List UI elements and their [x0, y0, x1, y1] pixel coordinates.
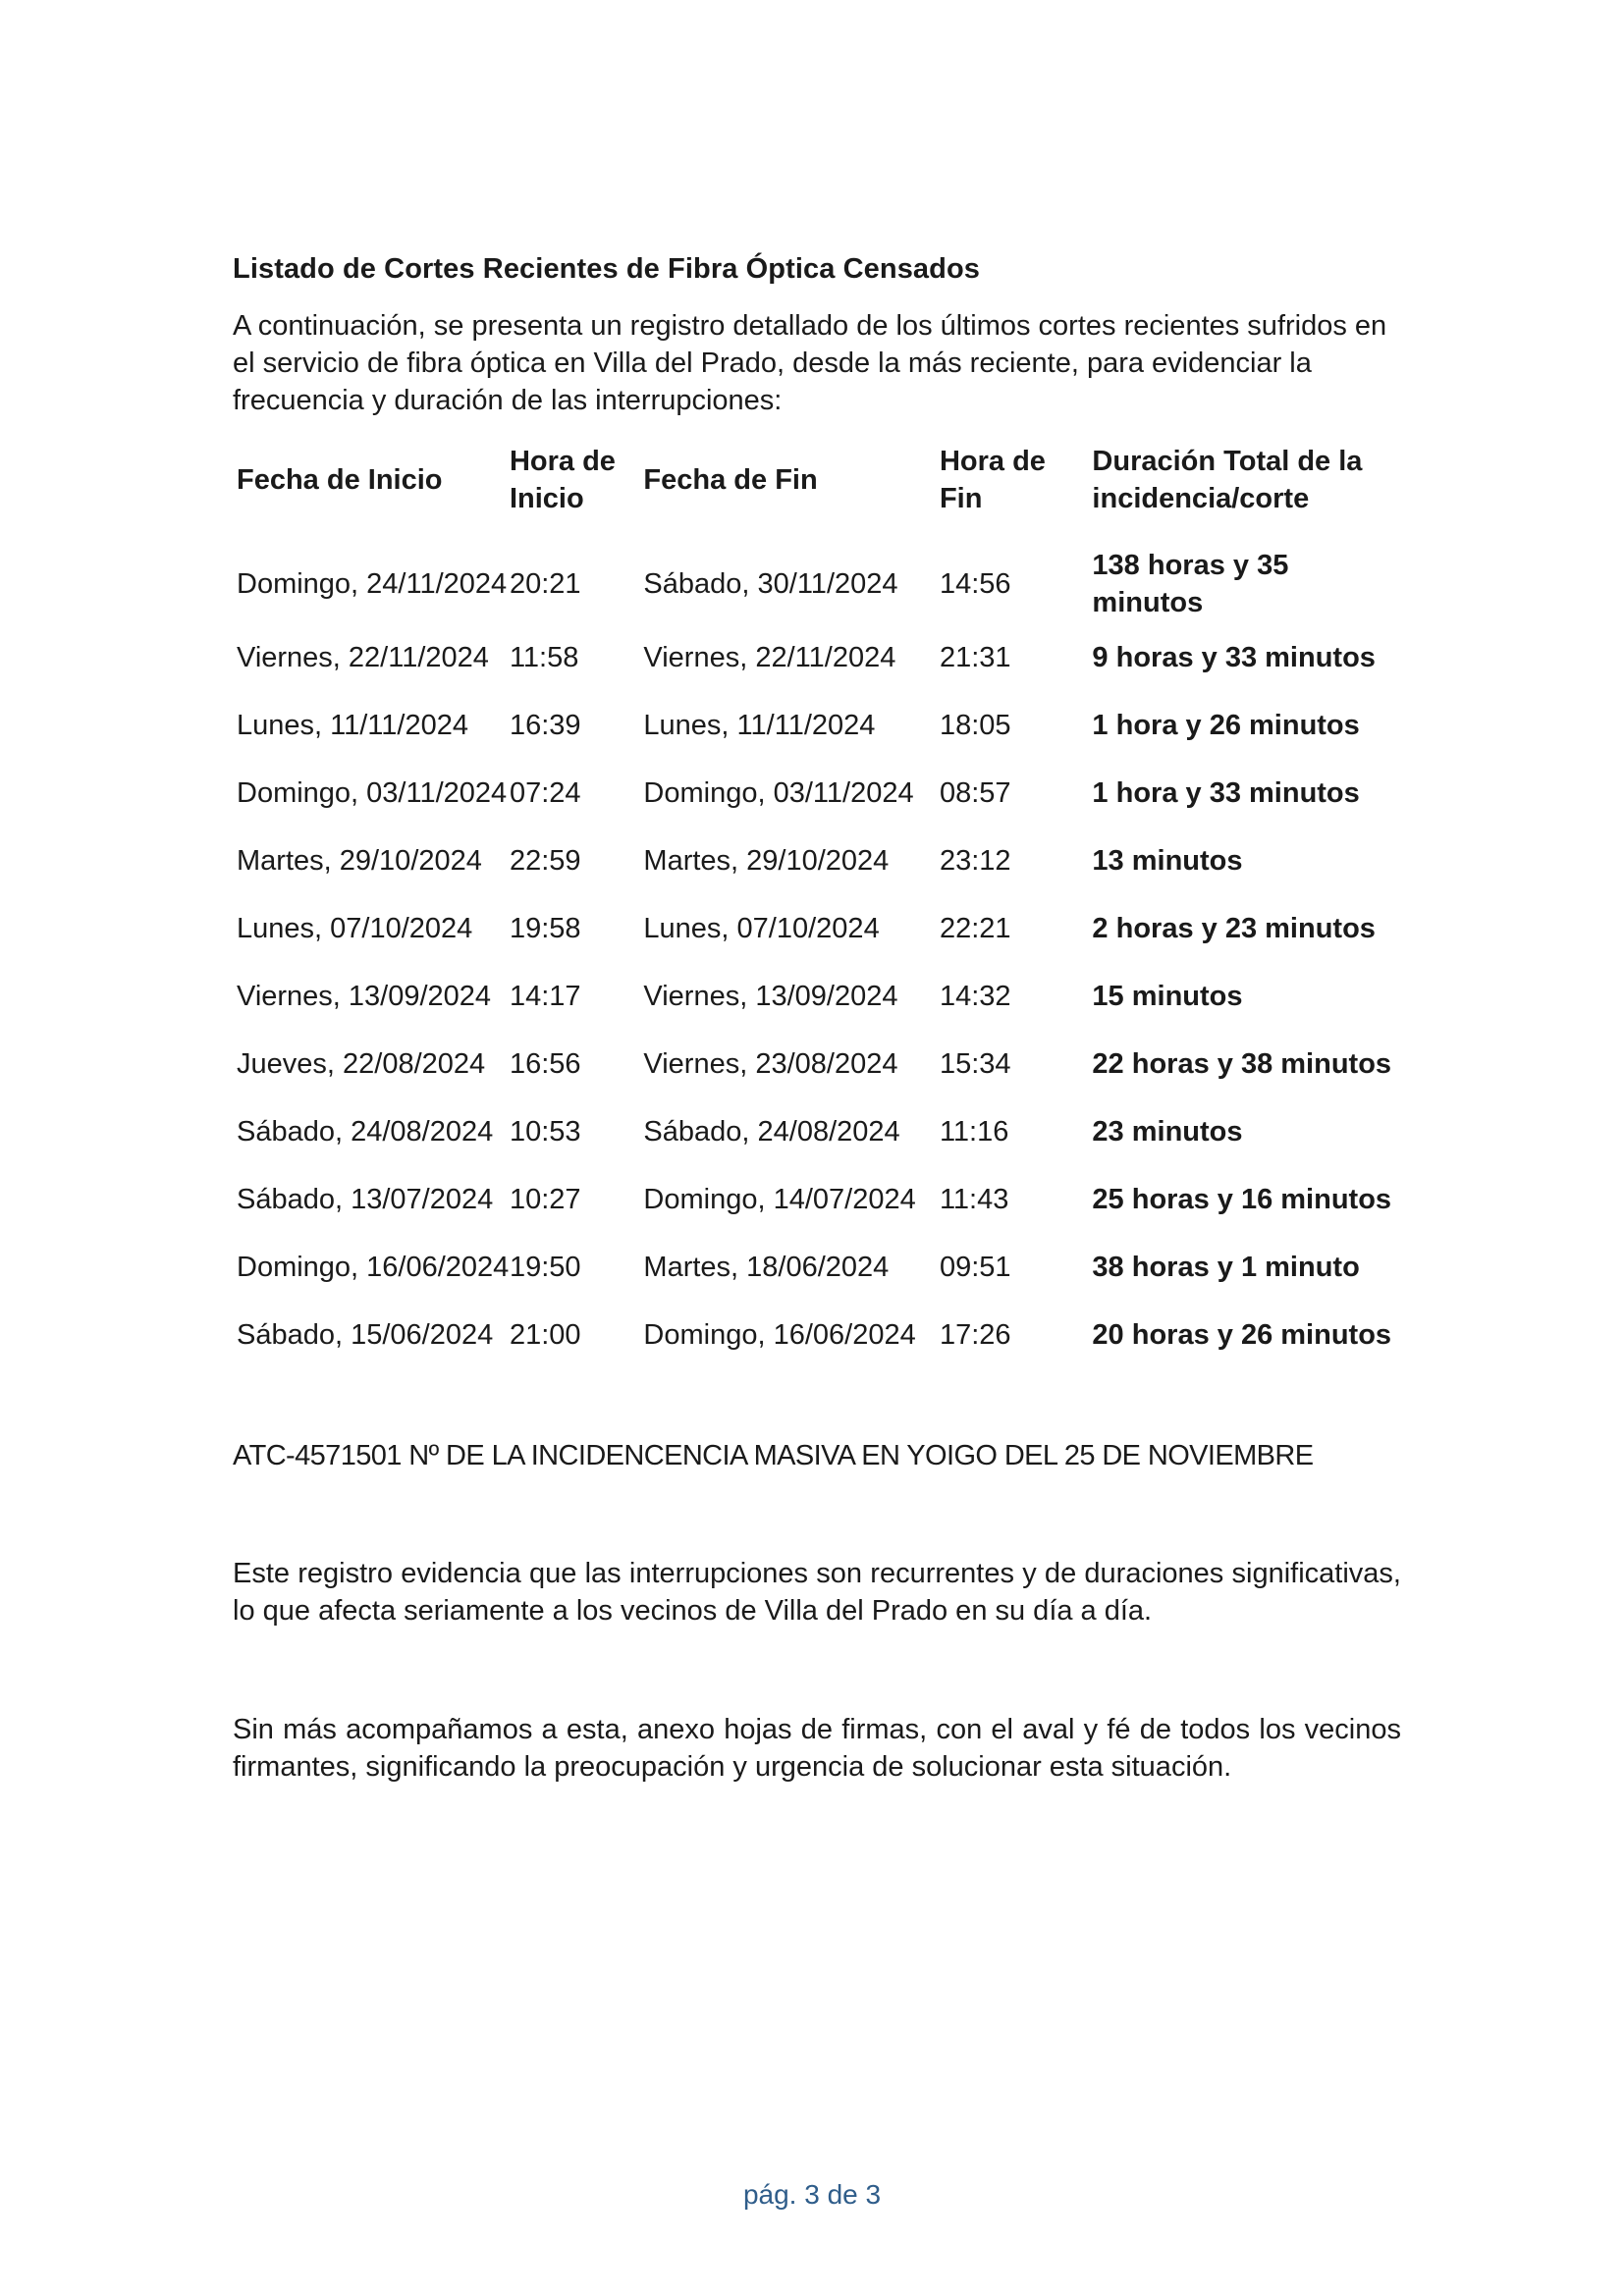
cell-start-time: 19:58 — [509, 912, 581, 944]
table-row — [237, 1233, 1401, 1301]
cell-start-date: Viernes, 13/09/2024 — [237, 980, 492, 1012]
cell-start-time: 10:53 — [509, 1115, 581, 1148]
cell-duration: 1 hora y 33 minutos — [1092, 776, 1360, 809]
table-row — [237, 623, 1401, 691]
table-row — [237, 691, 1401, 759]
cell-duration: 20 horas y 26 minutos — [1092, 1318, 1392, 1351]
cell-end-date: Domingo, 16/06/2024 — [643, 1318, 916, 1351]
cell-start-time: 16:39 — [509, 709, 581, 741]
cell-start-date: Lunes, 11/11/2024 — [237, 709, 468, 741]
cell-start-time: 22:59 — [509, 844, 581, 877]
header-end-time: Hora de Fin — [939, 446, 1046, 514]
cell-start-time: 20:21 — [509, 568, 581, 600]
cell-start-date: Domingo, 03/11/2024 — [237, 776, 508, 809]
cell-duration: 15 minutos — [1092, 980, 1243, 1012]
cell-end-time: 08:57 — [939, 776, 1011, 809]
cell-duration: 38 horas y 1 minuto — [1092, 1251, 1360, 1283]
cell-end-time: 11:43 — [939, 1183, 1009, 1215]
cell-end-time: 14:56 — [939, 568, 1011, 600]
cell-start-date: Martes, 29/10/2024 — [237, 844, 482, 877]
cell-duration: 2 horas y 23 minutos — [1092, 912, 1376, 944]
cell-duration: 13 minutos — [1092, 844, 1243, 877]
evidence-paragraph: Este registro evidencia que las interrupciones son recurrentes y de duraciones significativas, lo que afecta seriamente a los vecinos de Villa del Prado en su día a día. — [233, 1558, 1401, 1627]
cell-end-date: Lunes, 07/10/2024 — [643, 912, 880, 944]
cell-end-date: Viernes, 13/09/2024 — [643, 980, 898, 1012]
table-row — [237, 545, 1401, 623]
table-row — [237, 1301, 1401, 1368]
cell-start-date: Sábado, 24/08/2024 — [237, 1115, 494, 1148]
table-row — [237, 827, 1401, 894]
table-row — [237, 759, 1401, 827]
cell-end-date: Domingo, 03/11/2024 — [643, 776, 914, 809]
cell-end-time: 17:26 — [939, 1318, 1011, 1351]
closing-paragraph: Sin más acompañamos a esta, anexo hojas de firmas, con el aval y fé de todos los vecinos firmantes, significando la preocupación y urgencia de solucionar esta situación. — [233, 1714, 1401, 1783]
table-body — [237, 545, 1401, 1368]
cell-end-time: 09:51 — [939, 1251, 1011, 1283]
cell-end-time: 11:16 — [939, 1115, 1009, 1148]
page-number: pág. 3 de 3 — [742, 2179, 882, 2210]
cell-end-date: Sábado, 24/08/2024 — [643, 1115, 900, 1148]
outages-table — [237, 443, 1401, 1368]
cell-end-date: Lunes, 11/11/2024 — [643, 709, 876, 741]
cell-end-date: Martes, 29/10/2024 — [643, 844, 890, 877]
cell-duration: 1 hora y 26 minutos — [1092, 709, 1360, 741]
cell-start-date: Domingo, 16/06/2024 — [237, 1251, 510, 1283]
cell-end-time: 18:05 — [939, 709, 1011, 741]
cell-start-date: Domingo, 24/11/2024 — [237, 568, 508, 600]
outages-table-container — [233, 443, 1401, 1368]
cell-start-time: 16:56 — [509, 1047, 581, 1080]
cell-start-date: Sábado, 13/07/2024 — [237, 1183, 494, 1215]
cell-end-date: Martes, 18/06/2024 — [643, 1251, 890, 1283]
header-start-date: Fecha de Inicio — [237, 464, 443, 496]
cell-start-date: Viernes, 22/11/2024 — [237, 641, 489, 673]
table-row — [237, 962, 1401, 1030]
cell-end-time: 22:21 — [939, 912, 1011, 944]
cell-start-time: 11:58 — [509, 641, 579, 673]
cell-end-time: 21:31 — [939, 641, 1011, 673]
cell-start-time: 19:50 — [509, 1251, 581, 1283]
cell-start-time: 21:00 — [509, 1318, 581, 1351]
cell-start-time: 07:24 — [509, 776, 581, 809]
cell-start-time: 10:27 — [509, 1183, 581, 1215]
cell-end-time: 14:32 — [939, 980, 1011, 1012]
cell-duration: 138 horas y 35 minutos — [1092, 550, 1289, 618]
document-body — [233, 250, 1401, 1786]
table-row — [237, 1030, 1401, 1097]
cell-end-date: Viernes, 22/11/2024 — [643, 641, 896, 673]
cell-end-date: Domingo, 14/07/2024 — [643, 1183, 916, 1215]
cell-start-time: 14:17 — [509, 980, 581, 1012]
cell-start-date: Jueves, 22/08/2024 — [237, 1047, 486, 1080]
header-end-date: Fecha de Fin — [643, 464, 818, 496]
cell-start-date: Lunes, 07/10/2024 — [237, 912, 473, 944]
incident-reference: ATC-4571501 Nº DE LA INCIDENCENCIA MASIVA EN YOIGO DEL 25 DE NOVIEMBRE — [233, 1440, 1314, 1471]
header-start-time: Hora de Inicio — [509, 446, 616, 514]
cell-duration: 9 horas y 33 minutos — [1092, 641, 1376, 673]
table-header-row — [237, 443, 1401, 545]
cell-end-time: 15:34 — [939, 1047, 1011, 1080]
cell-start-date: Sábado, 15/06/2024 — [237, 1318, 494, 1351]
table-row — [237, 1097, 1401, 1165]
cell-duration: 22 horas y 38 minutos — [1092, 1047, 1392, 1080]
cell-end-time: 23:12 — [939, 844, 1011, 877]
cell-duration: 25 horas y 16 minutos — [1092, 1183, 1392, 1215]
header-duration: Duración Total de la incidencia/corte — [1092, 446, 1363, 514]
table-row — [237, 1165, 1401, 1233]
document-title: Listado de Cortes Recientes de Fibra Óptica Censados — [233, 253, 981, 285]
cell-duration: 23 minutos — [1092, 1115, 1243, 1148]
cell-end-date: Viernes, 23/08/2024 — [643, 1047, 898, 1080]
table-row — [237, 894, 1401, 962]
cell-end-date: Sábado, 30/11/2024 — [643, 568, 898, 600]
intro-paragraph: A continuación, se presenta un registro detallado de los últimos cortes recientes sufridos en el servicio de fibra óptica en Villa del Prado, desde la más reciente, para evidenciar la frecuencia y duración de las interrupciones: — [233, 310, 1387, 416]
